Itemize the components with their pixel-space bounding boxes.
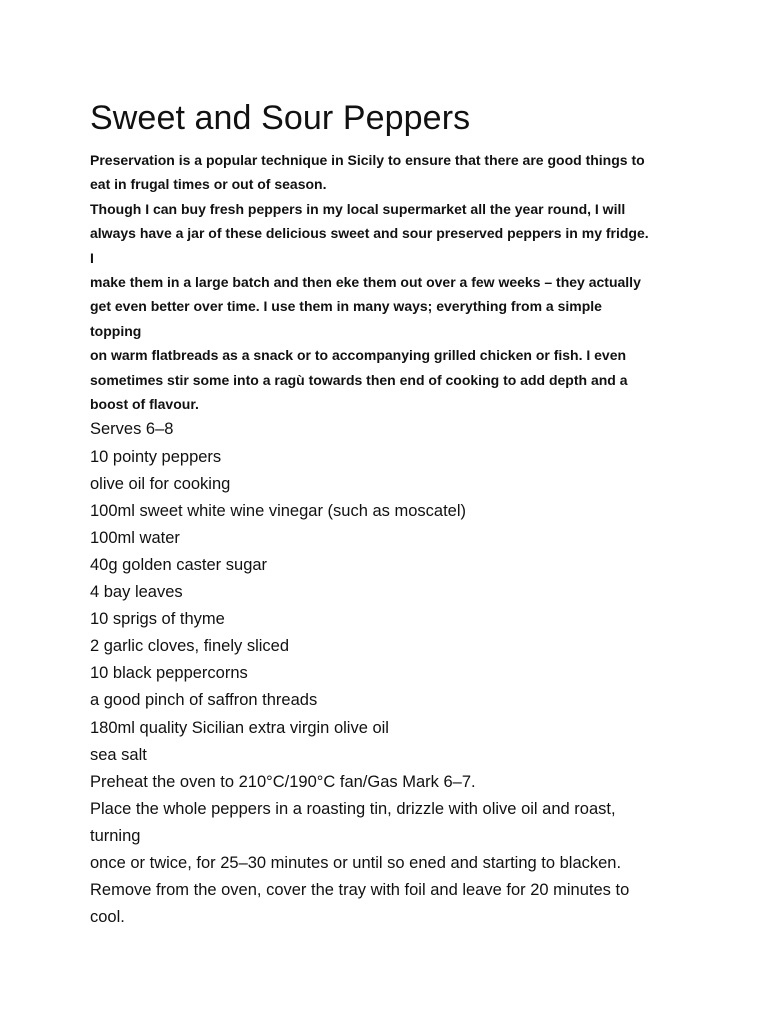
- ingredient-line: 2 garlic cloves, finely sliced: [90, 637, 289, 656]
- method-line: Remove from the oven, cover the tray with foil and leave for 20 minutes to: [90, 881, 630, 900]
- method-line: once or twice, for 25–30 minutes or until so ened and starting to blacken.: [90, 853, 622, 872]
- intro-line: make them in a large batch and then eke them out over a few weeks – they actually: [90, 274, 641, 291]
- ingredient-line: a good pinch of saffron threads: [90, 691, 318, 710]
- intro-line: I: [90, 249, 94, 266]
- ingredient-line: 4 bay leaves: [90, 583, 183, 602]
- method-line: Preheat the oven to 210°C/190°C fan/Gas Mark 6–7.: [90, 772, 476, 791]
- intro-line: always have a jar of these delicious sweet and sour preserved peppers in my fridge.: [90, 225, 649, 242]
- serves-line: Serves 6–8: [90, 420, 174, 439]
- intro-line: on warm flatbreads as a snack or to accompanying grilled chicken or fish. I even: [90, 347, 627, 364]
- ingredient-line: 10 sprigs of thyme: [90, 610, 225, 629]
- intro-line: boost of flavour.: [90, 396, 199, 413]
- method-line: Place the whole peppers in a roasting tin, drizzle with olive oil and roast,: [90, 799, 616, 818]
- intro-line: eat in frugal times or out of season.: [90, 176, 327, 193]
- ingredient-line: sea salt: [90, 745, 147, 764]
- intro-line: sometimes stir some into a ragù towards then end of cooking to add depth and a: [90, 371, 628, 388]
- document-page: [90, 96, 690, 931]
- method-line: cool.: [90, 908, 125, 927]
- document-title: Sweet and Sour Peppers: [90, 99, 471, 137]
- ingredient-line: 180ml quality Sicilian extra virgin olive oil: [90, 718, 389, 737]
- ingredient-line: olive oil for cooking: [90, 474, 231, 493]
- intro-paragraph: [90, 148, 690, 416]
- ingredient-line: 10 black peppercorns: [90, 664, 248, 683]
- ingredient-line: 10 pointy peppers: [90, 447, 222, 466]
- intro-line: Though I can buy fresh peppers in my local supermarket all the year round, I will: [90, 200, 626, 217]
- ingredient-line: 100ml water: [90, 528, 180, 547]
- ingredient-line: 100ml sweet white wine vinegar (such as moscatel): [90, 501, 466, 520]
- intro-line: Preservation is a popular technique in Sicily to ensure that there are good things to: [90, 152, 645, 168]
- intro-line: topping: [90, 322, 142, 339]
- recipe-body: [90, 416, 690, 931]
- method-line: turning: [90, 826, 141, 845]
- intro-line: get even better over time. I use them in many ways; everything from a simple: [90, 298, 602, 315]
- ingredient-line: 40g golden caster sugar: [90, 555, 268, 574]
